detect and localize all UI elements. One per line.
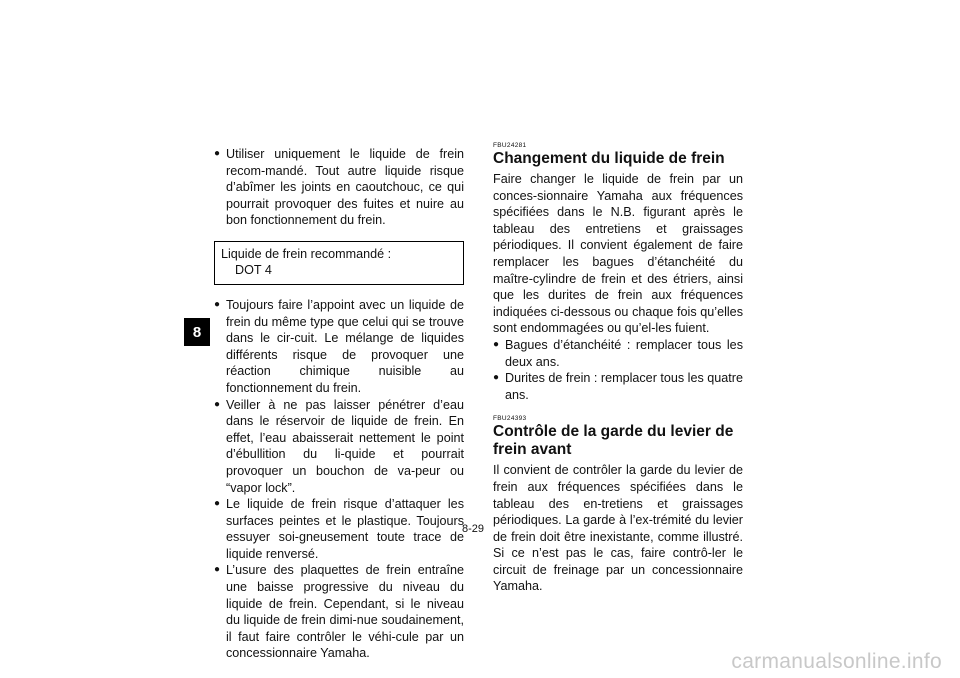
- list-item: [214, 496, 464, 562]
- bullet-text: Utiliser uniquement le liquide de frein recom-mandé. Tout autre liquide risque d’abîmer les joints en caoutchouc, ce qui pourrait provoquer des fuites et nuire au bon fonctionnement du frein.: [226, 147, 464, 228]
- spec-label: Liquide de frein recommandé :: [221, 246, 392, 261]
- bullet-text: Toujours faire l’appoint avec un liquide de frein du même type que celui qui se trouve dans le cir-cuit. Le mélange de liquides différents risque de provoquer une réaction chimique nuisible au fonctionnement du frein.: [226, 297, 464, 395]
- spec-value: DOT 4: [235, 262, 272, 277]
- bullet-icon: ●: [214, 148, 221, 159]
- bullet-icon: ●: [214, 498, 221, 510]
- bullet-text: Durites de frein : remplacer tous les quatre ans.: [505, 371, 743, 402]
- chapter-tab: 8: [184, 318, 210, 346]
- right-column: [493, 142, 743, 595]
- list-item: [493, 337, 743, 370]
- section-title: Changement du liquide de frein: [493, 150, 725, 167]
- list-item: [214, 297, 464, 397]
- section-paragraph: Il convient de contrôler la garde du levier de frein aux fréquences spécifiées dans le tableau des en-tretiens et graissages périodiques. La garde à l’ex-trémité du levier de frein doit être inexistante, comme illustré. Si ce n’est pas le cas, faire contrô-ler le circuit de freinage par un concessionnaire Yamaha.: [493, 463, 743, 594]
- section-paragraph: Faire changer le liquide de frein par un conces-sionnaire Yamaha aux fréquences spécifiées dans le N.B. figurant après le tableau des entretiens et graissages périodiques. Il convient également de faire remplacer les bagues d’étanchéité du maître-cylindre de frein et des étriers, ainsi que les durites de frein aux fréquences indiquées ci-dessous ou chaque fois qu’elles sont endommagées ou qu’el-les fuient.: [493, 172, 743, 336]
- section-code: FBU24393: [493, 415, 527, 423]
- watermark: carmanualsonline.info: [731, 650, 942, 673]
- list-item: [493, 370, 743, 403]
- bullet-text: L’usure des plaquettes de frein entraîne une baisse progressive du niveau du liquide de frein. Cependant, si le niveau du liquide de frein dimi-nue soudainement, il faut faire contrôler le véhi-cule par un concessionnaire Yamaha.: [226, 563, 464, 661]
- bullet-icon: ●: [214, 564, 221, 576]
- page-number: 8-29: [462, 523, 485, 535]
- bullet-icon: ●: [214, 298, 221, 310]
- bullet-text: Le liquide de frein risque d’attaquer les surfaces peintes et le plastique. Toujours essuyer soi-gneusement toute trace de liquide renversé.: [226, 497, 464, 561]
- bullet-icon: ●: [493, 338, 500, 350]
- list-item: [214, 146, 464, 229]
- bullet-text: Veiller à ne pas laisser pénétrer d’eau dans le réservoir de liquide de frein. En effet, l’eau abaisserait nettement le point d’ébullition du li-quide et pourrait provoquer un bouchon de va-peur ou “vapor lock”.: [226, 397, 464, 495]
- recommended-fluid-box: [214, 241, 464, 285]
- section-code: FBU24281: [493, 142, 527, 149]
- bullet-icon: ●: [214, 398, 221, 410]
- section-title: Contrôle de la garde du levier de frein avant: [493, 423, 734, 459]
- list-item: [214, 562, 464, 662]
- list-item: [214, 397, 464, 497]
- bullet-text: Bagues d’étanchéité : remplacer tous les deux ans.: [505, 337, 743, 369]
- left-column: [214, 146, 464, 662]
- bullet-icon: ●: [493, 372, 500, 384]
